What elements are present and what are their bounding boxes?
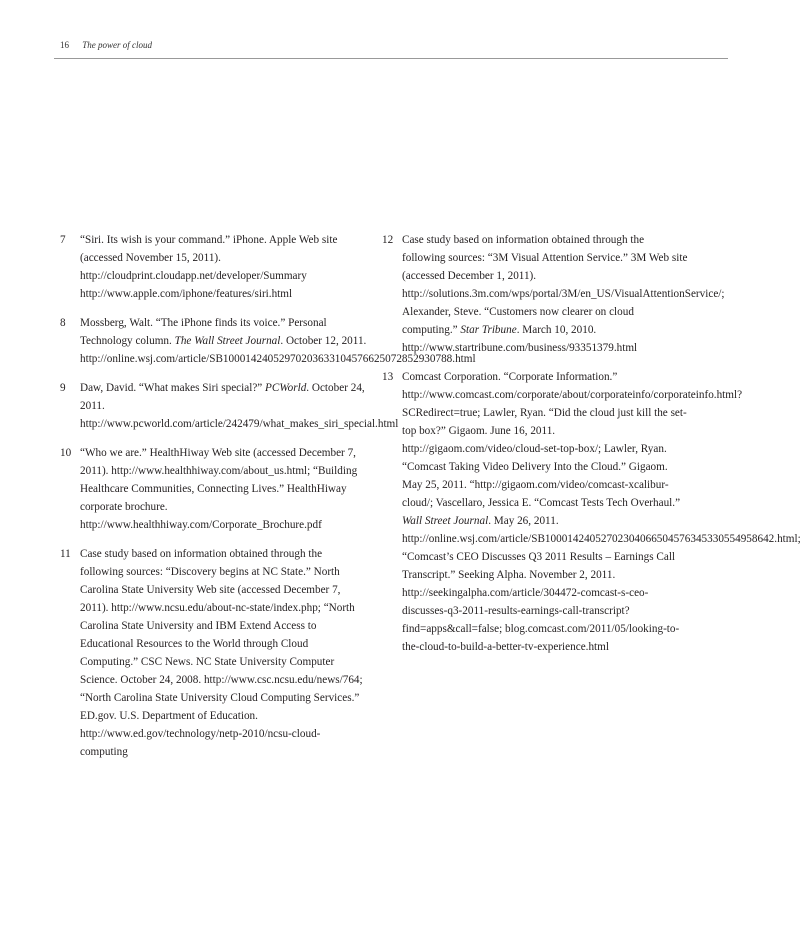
endnote-text-part: Comcast Corporation. “Corporate Information.” http://www.comcast.com/corporate/about/corporateinfo/corporateinfo.html?SCRedirect=true; Lawler, Ryan. “Did the cloud just kill the set-top box?” Gigaom. June 16, 2011. http://gigaom.com/video/cloud-set-top-box/; Lawler, Ryan. “Comcast Taking Video Delivery Into the Cloud.” Gigaom. May 25, 2011. “http://gigaom.com/video/comcast-xcalibur-cloud/; Vascellaro, Jessica E. “Comcast Tests Tech Overhaul.” (402, 371, 743, 509)
endnote-text: “Who we are.” HealthHiway Web site (accessed December 7, 2011). http://www.healthhiway.com/about_us.html; “Building Healthcare Communities, Connecting Lives.” HealthHiway corporate brochure. http://www.healthhiway.com/Corporate_Brochure.pdf (80, 447, 358, 531)
endnote-text-part: Daw, David. “What makes Siri special?” (80, 382, 266, 394)
endnote-13 (382, 368, 801, 656)
endnote-text-part: Case study based on information obtained through the following sources: “3M Visual Attention Service.” 3M Web site (accessed December 1, 2011). http://solutions.3m.com/wps/portal/3M/en_US/VisualAttentionService/; Alexander, Steve. “Customers now clearer on cloud computing.” (402, 234, 725, 336)
publication-title: Wall Street Journal (402, 515, 489, 527)
endnote-number: 12 (382, 234, 394, 246)
endnote-9 (60, 379, 399, 433)
endnote-number: 9 (60, 382, 66, 394)
endnote-7 (60, 231, 368, 303)
endnote-number: 13 (382, 371, 394, 383)
endnote-number: 11 (60, 548, 71, 560)
endnote-12 (382, 231, 725, 357)
endnotes-right-column (382, 231, 801, 667)
endnote-number: 10 (60, 447, 72, 459)
endnote-text (80, 379, 399, 433)
header-rule (54, 58, 728, 59)
endnote-11 (60, 545, 368, 761)
endnote-text (80, 314, 476, 368)
page-number: 16 (60, 40, 69, 50)
endnote-number: 7 (60, 234, 66, 246)
endnote-text: Case study based on information obtained through the following sources: “Discovery begins at NC State.” North Carolina State University Web site (accessed December 7, 2011). http://www.ncsu.edu/about-nc-state/index.php; “North Carolina State University and IBM Extend Access to Educational Resources to the World through Cloud Computing.” CSC News. NC State University Computer Science. October 24, 2008. http://www.csc.ncsu.edu/news/764; “North Carolina State University Cloud Computing Services.” ED.gov. U.S. Department of Education. http://www.ed.gov/technology/netp-2010/ncsu-cloud-computing (80, 548, 363, 758)
endnote-8 (60, 314, 476, 368)
endnote-text-part: . May 26, 2011. http://online.wsj.com/article/SB10001424052702304066504576345330554958642.html; “Comcast’s CEO Discusses Q3 2011 Results – Earnings Call Transcript.” Seeking Alpha. November 2, 2011. http://seekingalpha.com/article/304472-comcast-s-ceo-discusses-q3-2011-results-earnings-call-transcript?find=apps&call=false; blog.comcast.com/2011/05/looking-to-the-cloud-to-build-a-better-tv-experience.html (402, 515, 801, 653)
publication-title: The Wall Street Journal (174, 335, 281, 347)
endnote-text-part: Mossberg, Walt. “The iPhone finds its voice.” Personal Technology column. (80, 317, 327, 347)
endnote-text (402, 231, 725, 357)
publication-title: PCWorld (265, 382, 307, 394)
running-title: The power of cloud (82, 40, 152, 50)
endnote-number: 8 (60, 317, 66, 329)
endnote-text (402, 368, 801, 656)
endnote-10 (60, 444, 368, 534)
running-header (60, 40, 152, 50)
publication-title: Star Tribune (460, 324, 517, 336)
endnote-text-part: . October 24, 2011. http://www.pcworld.com/article/242479/what_makes_siri_special.html (80, 382, 399, 430)
endnote-text-part: . October 12, 2011. http://online.wsj.com/article/SB10001424052970203633104576625072852930788.html (80, 335, 476, 365)
endnote-text-part: . March 10, 2010. http://www.startribune.com/business/93351379.html (402, 324, 638, 354)
endnote-text: “Siri. Its wish is your command.” iPhone. Apple Web site (accessed November 15, 2011). http://cloudprint.cloudapp.net/developer/Summary http://www.apple.com/iphone/features/siri.html (80, 234, 338, 300)
